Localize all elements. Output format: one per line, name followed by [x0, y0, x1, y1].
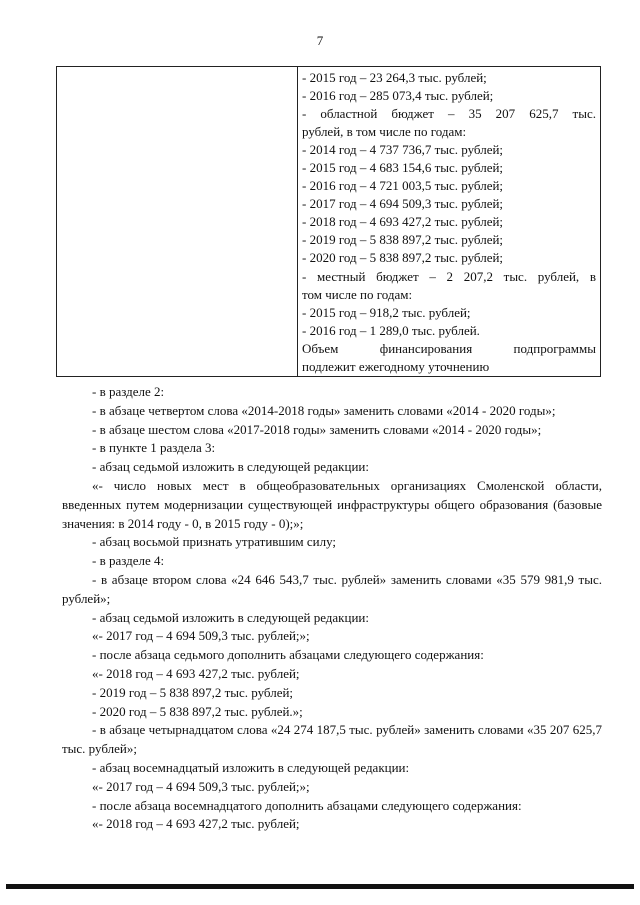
- table-line: - 2016 год – 4 721 003,5 тыс. рублей;: [302, 178, 504, 194]
- table-line: - 2016 год – 285 073,4 тыс. рублей;: [302, 88, 494, 104]
- paragraph: - в абзаце четырнадцатом слова «24 274 187,5 тыс. рублей» заменить словами «35 207 625,7 тыс. рублей»;: [62, 722, 602, 757]
- paragraph: - абзац седьмой изложить в следующей редакции:: [92, 609, 369, 625]
- paragraph: - абзац седьмой изложить в следующей редакции:: [92, 459, 369, 475]
- table-line: - местный бюджет – 2 207,2 тыс. рублей, в: [302, 268, 596, 284]
- paragraph: «- 2017 год – 4 694 509,3 тыс. рублей;»;: [92, 628, 310, 644]
- paragraph: - в абзаце втором слова «24 646 543,7 тыс. рублей» заменить словами «35 579 981,9 тыс. рублей»;: [62, 571, 602, 606]
- table-line: - 2019 год – 5 838 897,2 тыс. рублей;: [302, 232, 504, 248]
- paragraph: - в разделе 2:: [92, 384, 165, 399]
- paragraph: «- 2018 год – 4 693 427,2 тыс. рублей;: [92, 665, 300, 681]
- paragraph: «- 2017 год – 4 694 509,3 тыс. рублей;»;: [92, 778, 310, 794]
- table-row: [57, 67, 601, 377]
- table-line: - 2015 год – 23 264,3 тыс. рублей;: [302, 70, 487, 85]
- table-line: - 2014 год – 4 737 736,7 тыс. рублей;: [302, 142, 504, 158]
- table-line: - 2017 год – 4 694 509,3 тыс. рублей;: [302, 196, 504, 212]
- paragraph: - абзац восемнадцатый изложить в следующей редакции:: [92, 759, 410, 775]
- paragraph: - 2019 год – 5 838 897,2 тыс. рублей;: [92, 684, 294, 700]
- table-line: - 2018 год – 4 693 427,2 тыс. рублей;: [302, 214, 504, 230]
- paragraph: - в абзаце четвертом слова «2014-2018 годы» заменить словами «2014 - 2020 годы»;: [92, 402, 556, 418]
- table-cell-left-empty: [57, 67, 298, 377]
- table-line: рублей, в том числе по годам:: [302, 124, 467, 140]
- table-line: - 2015 год – 918,2 тыс. рублей;: [302, 304, 471, 320]
- paragraph: «- число новых мест в общеобразовательных организациях Смоленской области, введенных путем модернизации существующей инфраструктуры общего образования (базовые значения: в 2014 году - 0, в 2015 году - 0);»;: [62, 477, 602, 531]
- table-line: - 2016 год – 1 289,0 тыс. рублей.: [302, 322, 480, 338]
- table-line: том числе по годам:: [302, 286, 413, 302]
- paragraph: - в абзаце шестом слова «2017-2018 годы» заменить словами «2014 - 2020 годы»;: [92, 421, 542, 437]
- paragraph: - в пункте 1 раздела 3:: [92, 440, 216, 456]
- paragraph: - в разделе 4:: [92, 553, 165, 569]
- paragraph: - после абзаца седьмого дополнить абзацами следующего содержания:: [92, 647, 484, 663]
- paragraph: - после абзаца восемнадцатого дополнить абзацами следующего содержания:: [92, 797, 522, 813]
- table-cell-financing-details: [298, 67, 601, 377]
- document-body: [62, 383, 602, 834]
- paragraph: «- 2018 год – 4 693 427,2 тыс. рублей;: [92, 816, 300, 832]
- table-line: - 2015 год – 4 683 154,6 тыс. рублей;: [302, 160, 504, 176]
- paragraph: - 2020 год – 5 838 897,2 тыс. рублей.»;: [92, 703, 303, 719]
- table-line: подлежит ежегодному уточнению: [302, 358, 490, 374]
- table-line: Объем финансирования подпрограммы: [302, 340, 596, 356]
- paragraph: - абзац восьмой признать утратившим силу;: [92, 534, 337, 550]
- footer-rule: [6, 884, 634, 889]
- table-line: - 2020 год – 5 838 897,2 тыс. рублей;: [302, 250, 504, 266]
- financing-table: [56, 66, 601, 377]
- table-line: - областной бюджет – 35 207 625,7 тыс.: [302, 106, 596, 122]
- page-number: 7: [316, 33, 324, 48]
